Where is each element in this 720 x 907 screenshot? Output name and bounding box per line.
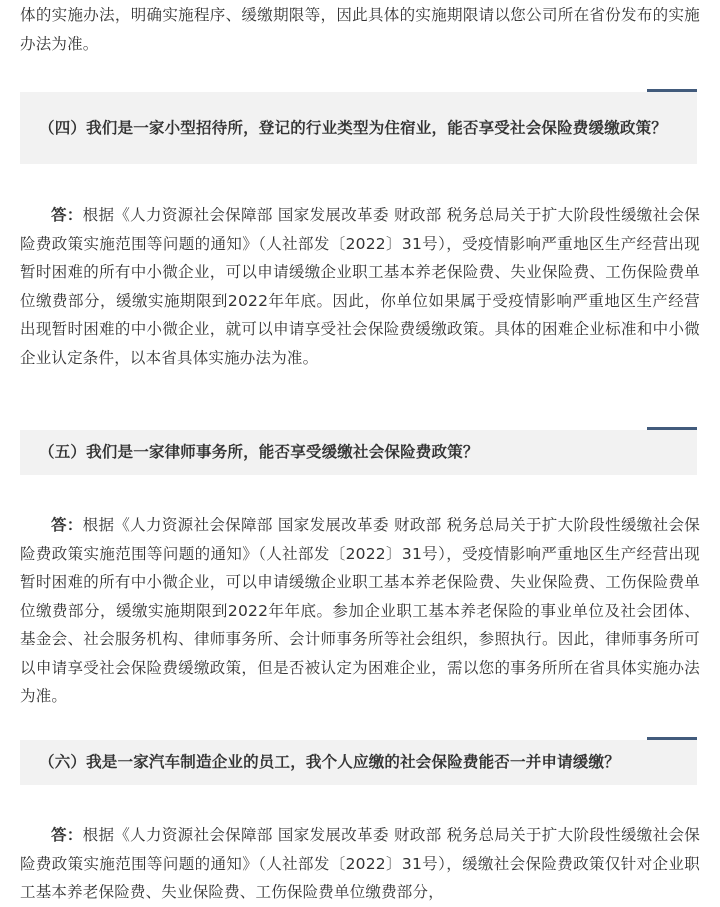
question-box-5 — [20, 430, 697, 475]
answer-paragraph-5 — [20, 511, 700, 711]
question-box-4 — [20, 92, 697, 164]
answer-label: 答： — [51, 206, 83, 224]
answer-text-6: 根据《人力资源社会保障部 国家发展改革委 财政部 税务总局关于扩大阶段性缓缴社会保险费政策实施范围等问题的通知》（人社部发〔2022〕31号），缓缴社会保险费政策仅针对企业职工基本养老保险费、失业保险费、工伤保险费单位缴费部分， — [20, 826, 700, 901]
question-heading-4: （四）我们是一家小型招待所，登记的行业类型为住宿业，能否享受社会保险费缓缴政策？ — [39, 118, 668, 137]
question-accent-bar — [647, 737, 697, 740]
answer-label: 答： — [51, 826, 83, 844]
question-box-6 — [20, 740, 697, 785]
question-heading-5: （五）我们是一家律师事务所，能否享受缓缴社会保险费政策？ — [39, 443, 479, 461]
answer-text-4: 根据《人力资源社会保障部 国家发展改革委 财政部 税务总局关于扩大阶段性缓缴社会保险费政策实施范围等问题的通知》（人社部发〔2022〕31号），受疫情影响严重地区生产经营出现暂时困难的所有中小微企业，可以申请缓缴企业职工基本养老保险费、失业保险费、工伤保险费单位缴费部分，缓缴实施期限到2022年年底。因此，你单位如果属于受疫情影响严重地区生产经营出现暂时困难的中小微企业，就可以申请享受社会保险费缓缴政策。具体的困难企业标准和中小微企业认定条件，以本省具体实施办法为准。 — [20, 206, 700, 367]
question-accent-bar — [647, 89, 697, 92]
answer-paragraph-6 — [20, 821, 700, 907]
answer-paragraph-4 — [20, 201, 700, 372]
answer-text-5: 根据《人力资源社会保障部 国家发展改革委 财政部 税务总局关于扩大阶段性缓缴社会保险费政策实施范围等问题的通知》（人社部发〔2022〕31号），受疫情影响严重地区生产经营出现暂时困难的所有中小微企业，可以申请缓缴企业职工基本养老保险费、失业保险费、工伤保险费单位缴费部分，缓缴实施期限到2022年年底。参加企业职工基本养老保险的事业单位及社会团体、基金会、社会服务机构、律师事务所、会计师事务所等社会组织，参照执行。因此，律师事务所可以申请享受社会保险费缓缴政策，但是否被认定为困难企业，需以您的事务所所在省具体实施办法为准。 — [20, 516, 700, 705]
intro-paragraph: 体的实施办法，明确实施程序、缓缴期限等，因此具体的实施期限请以您公司所在省份发布的实施办法为准。 — [20, 6, 700, 53]
answer-label: 答： — [51, 516, 83, 534]
question-accent-bar — [647, 427, 697, 430]
question-heading-6: （六）我是一家汽车制造企业的员工，我个人应缴的社会保险费能否一并申请缓缴？ — [39, 753, 620, 771]
